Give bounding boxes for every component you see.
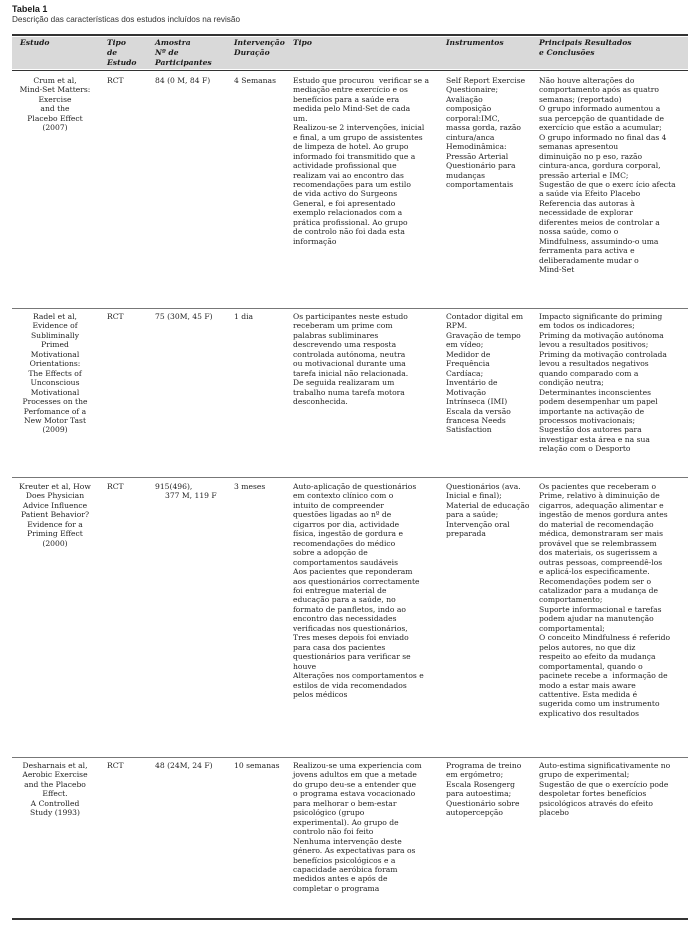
cell-line: Medidor de (446, 349, 491, 359)
cell-line: comportamento; (539, 595, 603, 605)
cell-line: e aplicá-los especificamente. (539, 567, 650, 577)
cell-line: (2000) (42, 538, 68, 548)
cell-line: Mind-Set (539, 265, 575, 275)
cell-tipo-estudo (107, 312, 147, 321)
cell-line: Priming Effect (27, 529, 83, 539)
cell-intervencao (234, 482, 289, 491)
cell-line: sugerida como um instrumento (539, 699, 660, 709)
cell-line: ou motivacional durante uma (293, 359, 406, 369)
cell-tipo-estudo (107, 76, 147, 85)
cell-line: 10 semanas (234, 761, 280, 770)
cell-line: O conceito Mindfulness é referido (539, 633, 671, 643)
cell-line: Exercise (38, 94, 72, 104)
cell-line: aos questionários correctamente (293, 576, 420, 586)
cell-line: controlo não foi feito (293, 827, 374, 837)
cell-tipo (293, 761, 443, 893)
cell-line: para a saúde; (446, 510, 499, 520)
cell-line: prática profissional. Ao grupo (293, 217, 408, 227)
cell-line: Questionários (ava. (446, 482, 521, 491)
cell-line: Questionário sobre (446, 798, 520, 808)
cell-line: Perfomance of a (23, 406, 87, 416)
cell-line: Inventário de (446, 378, 498, 388)
cell-line: Evidence of (32, 321, 78, 331)
cell-line: de controlo não foi dada esta (293, 227, 405, 237)
cell-line: O grupo informado no final das 4 (539, 132, 667, 142)
cell-line: para melhorar o bem-estar (293, 798, 397, 808)
cell-line: General, e foi apresentado (293, 198, 396, 208)
cell-line: jovens adultos em que a metade (293, 770, 417, 780)
cell-line: recomendações para um estilo (293, 179, 411, 189)
cell-line: para casa dos pacientes (293, 642, 386, 652)
cell-line: Estudo que procurou verificar se a (293, 76, 430, 85)
cell-line: podem desempenhar um papel (539, 397, 658, 407)
cell-line: um. (293, 113, 308, 123)
cell-line: nossa saúde, como o (539, 227, 619, 237)
cell-line: receberam um prime com (293, 321, 393, 331)
cell-line: corporal:IMC, (446, 113, 500, 123)
cell-line: deliberadamente mudar o (539, 255, 639, 265)
cell-line: ingestão de menos gordura antes (539, 510, 668, 520)
cell-line: explicativo dos resultados (539, 708, 640, 718)
cell-line: Kreuter et al, How (19, 482, 91, 491)
cell-line: Motivação (446, 387, 486, 397)
cell-line: placebo (539, 808, 569, 818)
cell-line: intuito de compreender (293, 500, 384, 510)
cell-estudo (12, 312, 98, 435)
cell-line: 4 Semanas (234, 76, 276, 85)
header-tipo-estudo: Tipo de Estudo (107, 38, 137, 67)
cell-line: Avaliação (446, 94, 483, 104)
cell-line: Mindfulness, assumindo-o uma (539, 236, 659, 246)
cell-line: ferramenta para activa e (539, 246, 635, 256)
cell-line: podem ajudar na manutenção (539, 614, 654, 624)
cell-line: Hemodinâmica: (446, 142, 507, 152)
cell-instrumentos (446, 312, 536, 435)
cell-resultados (539, 76, 689, 275)
cell-line: provável que se relembrassem (539, 538, 657, 548)
cell-line: questões ligadas ao nº de (293, 510, 392, 520)
header-instrumentos: Instrumentos (446, 38, 504, 47)
cell-resultados (539, 482, 689, 718)
cell-intervencao (234, 76, 289, 85)
cell-line: Priming da motivação controlada (539, 349, 667, 359)
cell-line: catalizador para a mudança de (539, 585, 659, 595)
cell-amostra (155, 482, 230, 501)
table-subtitle: Descrição das características dos estudos incluídos na revisão (12, 15, 240, 24)
header-rule (12, 70, 688, 71)
cell-line: De seguida realizaram um (293, 378, 395, 388)
cell-line: mediação entre exercício e os (293, 85, 408, 95)
cell-line: despoletar fortes benefícios (539, 789, 647, 799)
cell-line: RCT (107, 761, 124, 770)
cell-line: Subliminally (30, 330, 79, 340)
cell-line: para autoestima; (446, 789, 512, 799)
bottom-rule (12, 918, 688, 920)
cell-line: em contexto clínico com o (293, 491, 394, 501)
cell-line: Desharnais et al, (22, 761, 88, 770)
cell-line: Processes on the (22, 397, 88, 407)
cell-line: semanas apresentou (539, 142, 619, 152)
cell-line: pressão arterial e IMC; (539, 170, 629, 180)
cell-line: RCT (107, 482, 124, 491)
cell-line: 75 (30M, 45 F) (155, 312, 213, 321)
cell-line: comportamentais (446, 179, 514, 189)
cell-line: Evidence for a (27, 519, 83, 529)
cell-line: Prime, relativo à diminuição de (539, 491, 660, 501)
cell-line: cigarros por dia, actividade (293, 519, 400, 529)
cell-line: exemplo relacionados com a (293, 208, 403, 218)
cell-amostra (155, 761, 230, 770)
cell-resultados (539, 761, 689, 818)
cell-line: Escala da versão (446, 406, 511, 416)
cell-line: em todos os indicadores; (539, 321, 635, 331)
cell-line: Contador digital em (446, 312, 524, 321)
cell-line: recomendações do médico (293, 538, 396, 548)
cell-line: do grupo deu-se a entender que (293, 779, 417, 789)
cell-line: and the (40, 104, 70, 114)
cell-line: Crum et al, (33, 76, 77, 85)
cell-line: Advice Influence (22, 500, 88, 510)
cell-line: benefícios para a saúde era (293, 94, 400, 104)
cell-line: questionários para verificar se (293, 652, 411, 662)
cell-line: benefícios psicológicos e a (293, 855, 396, 865)
cell-line: necessidade de explorar (539, 208, 633, 218)
cell-line: 84 (0 M, 84 F) (155, 76, 211, 85)
cell-line: Auto-estima significativamente no (539, 761, 671, 770)
cell-line: processos motivacionais; (539, 415, 636, 425)
header-intervencao: Intervenção Duração (234, 38, 285, 57)
cell-line: descrevendo uma resposta (293, 340, 397, 350)
cell-line: psicológicos através do efeito (539, 798, 653, 808)
cell-line: informado foi transmitido que a (293, 151, 416, 161)
cell-line: Aerobic Exercise (22, 770, 88, 780)
cell-line: modo a estar mais aware (539, 680, 636, 690)
cell-line: Self Report Exercise (446, 76, 526, 85)
cell-estudo (12, 482, 98, 548)
cell-instrumentos (446, 482, 536, 539)
cell-line: relação com o Desporto (539, 444, 631, 454)
cell-line: Programa de treino (446, 761, 522, 770)
row-separator (12, 757, 688, 758)
cell-line: Radel et al, (33, 312, 77, 321)
header-estudo: Estudo (20, 38, 50, 47)
cell-line: sobre a adopção de (293, 548, 368, 558)
cell-line: sua percepção de quantidade de (539, 113, 665, 123)
cell-line: Suporte informacional e tarefas (539, 604, 662, 614)
header-tipo: Tipo (293, 38, 312, 47)
cell-line: semanas; (reportado) (539, 94, 622, 104)
row-separator (12, 308, 688, 309)
cell-line: cattentive. Esta medida é (539, 689, 638, 699)
cell-line: estilos de vida recomendados (293, 680, 407, 690)
cell-line: Material de educação (446, 500, 530, 510)
cell-amostra (155, 76, 230, 85)
cell-line: Escala Rosengerg (446, 779, 516, 789)
cell-line: foi entregue material de (293, 585, 387, 595)
cell-line: massa gorda, razão (446, 123, 521, 133)
cell-tipo-estudo (107, 482, 147, 491)
cell-line: Gravação de tempo (446, 330, 521, 340)
cell-line: Sugestão de que o exerc ício afecta (539, 179, 676, 189)
cell-line: importante na activação de (539, 406, 645, 416)
cell-line: Inicial e final); (446, 491, 502, 501)
cell-line: Os participantes neste estudo (293, 312, 408, 321)
cell-line: exercício que estão a acumular; (539, 123, 662, 133)
cell-line: completar o programa (293, 883, 380, 893)
cell-line: 1 dia (234, 312, 254, 321)
cell-line: quando comparado com a (539, 368, 639, 378)
cell-line: educação para a saúde, no (293, 595, 396, 605)
cell-line: Mind-Set Matters: (19, 85, 91, 95)
cell-line: outras pessoas, compreendê-los (539, 557, 663, 567)
cell-line: género. As expectativas para os (293, 846, 416, 856)
cell-line: médica, demonstraram ser mais (539, 529, 663, 539)
cell-tipo (293, 312, 443, 407)
cell-line: The Effects of (28, 368, 82, 378)
cell-line: O grupo informado aumentou a (539, 104, 661, 114)
cell-line: investigar esta área e na sua (539, 434, 650, 444)
cell-line: Impacto significante do priming (539, 312, 663, 321)
cell-line: cintura/anca (446, 132, 495, 142)
cell-line: encontro das necessidades (293, 614, 397, 624)
cell-line: Não houve alterações do (539, 76, 635, 85)
cell-line: Does Physician (25, 491, 85, 501)
cell-line: Frequência (446, 359, 490, 369)
cell-line: pacinete recebe a informação de (539, 671, 668, 681)
cell-estudo (12, 761, 98, 818)
cell-resultados (539, 312, 689, 454)
cell-line: medidos antes e após de (293, 874, 388, 884)
cell-line: mudanças (446, 170, 486, 180)
cell-line: Patient Behavior? (20, 510, 90, 520)
cell-line: composição (446, 104, 492, 114)
cell-line: realizam vai ao encontro das (293, 170, 404, 180)
cell-line: condição neutra; (539, 378, 604, 388)
cell-line: o programa estava vocacionado (293, 789, 416, 799)
cell-line: Pressão Arterial (446, 151, 509, 161)
header-amostra: Amostra Nº de Participantes (155, 38, 212, 67)
cell-intervencao (234, 312, 289, 321)
cell-line: informação (293, 236, 337, 246)
cell-line: Questionário para (446, 161, 516, 171)
cell-line: actividade profissional que (293, 161, 397, 171)
cell-line: Priming da motivação autónoma (539, 330, 664, 340)
cell-line: diminuição no p eso, razão (539, 151, 643, 161)
cell-line: Primed (41, 340, 69, 350)
cell-line: Questionaire; (446, 85, 499, 95)
cell-line: dos materiais, os sugerissem a (539, 548, 658, 558)
cell-line: em ergómetro; (446, 770, 504, 780)
table-title: Tabela 1 (12, 4, 48, 14)
cell-line: Unconscious (30, 378, 80, 388)
cell-line: Satisfaction (446, 425, 492, 435)
cell-line: experimental). Ao grupo de (293, 817, 399, 827)
cell-line: medida pelo Mind-Set de cada (293, 104, 411, 114)
cell-line: 3 meses (234, 482, 266, 491)
cell-line: Nenhuma intervenção deste (293, 836, 402, 846)
cell-line: Determinantes inconscientes (539, 387, 651, 397)
cell-line: verificadas nos questionários, (293, 623, 408, 633)
cell-line: diferentes meios de controlar a (539, 217, 660, 227)
cell-line: do material de recomendação (539, 519, 654, 529)
cell-line: comportamentos saudáveis (293, 557, 398, 567)
cell-line: Realizou-se uma experiencia com (293, 761, 422, 770)
cell-line: respeito ao efeito da mudança (539, 652, 656, 662)
cell-line: preparada (446, 529, 486, 539)
cell-line: Sugestão de que o exercício pode (539, 779, 669, 789)
cell-line: New Motor Tast (23, 415, 87, 425)
header-resultados: Principais Resultados e Conclusões (539, 38, 632, 57)
cell-line: RPM. (446, 321, 468, 331)
cell-line: and the Placebo (24, 779, 86, 789)
cell-line: Sugestão dos autores para (539, 425, 642, 435)
cell-line: (2009) (42, 425, 68, 435)
cell-line: comportamento após as quatro (539, 85, 659, 95)
cell-line: Orientations: (29, 359, 81, 369)
cell-line: pelos autores, no que diz (539, 642, 636, 652)
cell-line: formato de panfletos, indo ao (293, 604, 406, 614)
cell-amostra (155, 312, 230, 321)
cell-line: de vida activo do Surgeons (293, 189, 398, 199)
cell-line: cigarros, adequação alimentar e (539, 500, 664, 510)
cell-line: A Controlled (30, 798, 80, 808)
cell-line: Tres meses depois foi enviado (293, 633, 409, 643)
cell-instrumentos (446, 76, 536, 189)
cell-line: grupo de experimental; (539, 770, 630, 780)
cell-line: houve (293, 661, 317, 671)
cell-line: Aos pacientes que reponderam (293, 567, 413, 577)
cell-line: Auto-aplicação de questionários (293, 482, 417, 491)
cell-line: Recomendações podem ser o (539, 576, 652, 586)
cell-line: desconhecida. (293, 397, 348, 407)
cell-line: de limpeza de hotel. Ao grupo (293, 142, 409, 152)
cell-line: capacidade aeróbica foram (293, 864, 398, 874)
cell-line: trabalho numa tarefa motora (293, 387, 405, 397)
cell-line: Realizou-se 2 intervenções, inicial (293, 123, 425, 133)
cell-line: 48 (24M, 24 F) (155, 761, 213, 770)
cell-line: controlada autónoma, neutra (293, 349, 406, 359)
cell-line: comportamental; (539, 623, 605, 633)
cell-estudo (12, 76, 98, 133)
cell-line: Alterações nos comportamentos e (293, 671, 424, 681)
cell-line: (2007) (42, 123, 68, 133)
cell-line: tarefa inicial não relacionada. (293, 368, 409, 378)
cell-line: francesa Needs (446, 415, 506, 425)
cell-line: Cardíaca; (446, 368, 484, 378)
cell-line: cintura-anca, gordura corporal, (539, 161, 661, 171)
cell-tipo (293, 482, 443, 699)
cell-line: física, ingestão de gordura e (293, 529, 403, 539)
cell-instrumentos (446, 761, 536, 818)
cell-line: RCT (107, 76, 124, 85)
cell-intervencao (234, 761, 289, 770)
cell-line: 377 M, 119 F (165, 491, 217, 501)
cell-line: em vídeo; (446, 340, 484, 350)
cell-line: e final, a um grupo de assistentes (293, 132, 423, 142)
cell-line: Motivational (30, 387, 80, 397)
cell-line: Placebo Effect (27, 113, 83, 123)
cell-line: a saúde via Efeito Placebo (539, 189, 641, 199)
cell-line: autopercepção (446, 808, 503, 818)
cell-line: Effect. (42, 789, 68, 799)
cell-line: comportamental, quando o (539, 661, 643, 671)
top-rule (12, 34, 688, 36)
cell-tipo-estudo (107, 761, 147, 770)
cell-line: Study (1993) (30, 808, 80, 818)
cell-line: Motivational (30, 349, 80, 359)
cell-line: pelos médicos (293, 689, 348, 699)
cell-line: 915(496), (155, 482, 193, 491)
cell-tipo (293, 76, 443, 246)
cell-line: Intrínseca (IMI) (446, 397, 508, 407)
cell-line: Intervenção oral (446, 519, 510, 529)
row-separator (12, 477, 688, 478)
cell-line: palabras subliminares (293, 330, 379, 340)
cell-line: levou a resultados positivos; (539, 340, 649, 350)
cell-line: RCT (107, 312, 124, 321)
cell-line: levou a resultados negativos (539, 359, 649, 369)
cell-line: Os pacientes que receberam o (539, 482, 657, 491)
cell-line: psicológico (grupo (293, 808, 365, 818)
cell-line: Referencia das autoras à (539, 198, 635, 208)
